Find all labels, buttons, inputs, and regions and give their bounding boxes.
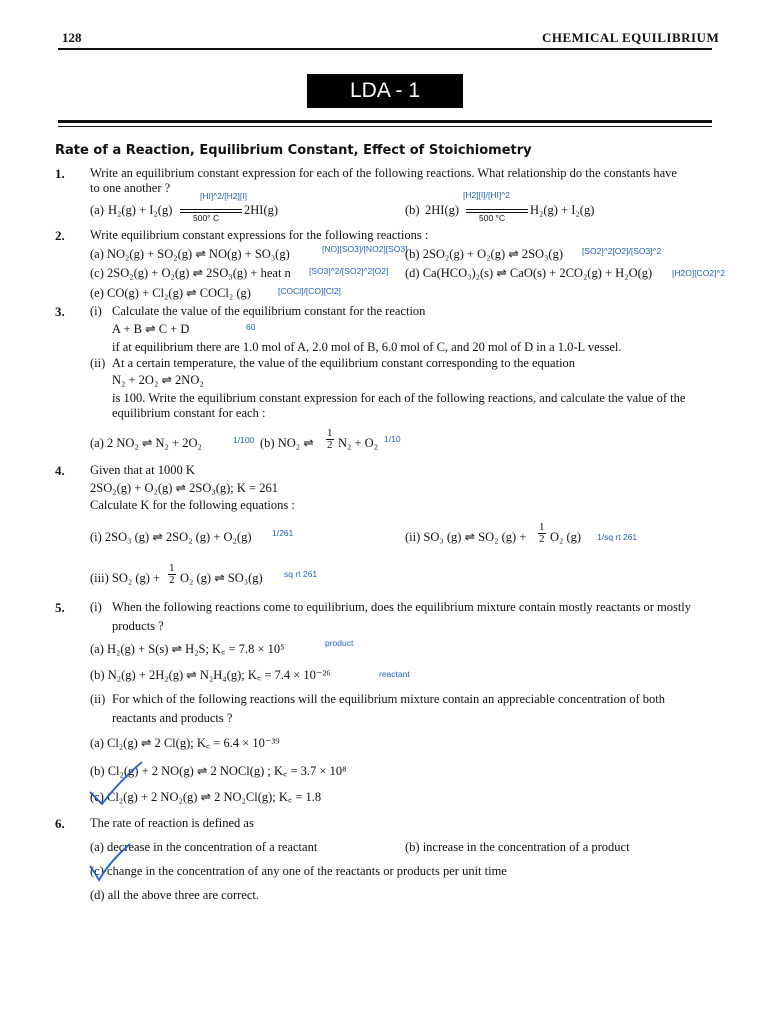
q5iic: (c) Cl₂(g) + 2 NO₂(g) ⇌ 2 NO₂Cl(g); K꜀ = 1.8: [90, 790, 322, 804]
q4iii-annotation: sq rt 261: [284, 569, 318, 579]
q4-text: Given that at 1000 K: [90, 463, 195, 477]
q2a: (a) NO₂(g) + SO₂(g) ⇌ NO(g) + SO₃(g): [90, 247, 290, 261]
q1b-label: (b): [405, 203, 420, 217]
page-number: 128: [62, 30, 82, 45]
q4iii-frac-den: 2: [169, 574, 175, 586]
q5ii-text2: reactants and products ?: [112, 711, 233, 725]
q5ii-text: For which of the following reactions will the equilibrium mixture contain an appreciable concentration of both: [112, 692, 665, 706]
q4ii-right: O₂ (g): [550, 530, 582, 544]
q1a-arrow-forward: [180, 209, 242, 210]
q3ii-equation: N₂ + 2O₂ ⇌ 2NO₂: [112, 373, 204, 387]
q3ii-text: At a certain temperature, the value of the equilibrium constant corresponding to the equation: [112, 356, 576, 370]
q4-text2: Calculate K for the following equations :: [90, 498, 295, 512]
q1a-products: 2HI(g): [244, 203, 279, 217]
q3b-left: (b) NO₂ ⇌: [260, 436, 314, 450]
q4i-annotation: 1/261: [272, 528, 294, 538]
q6b: (b) increase in the concentration of a product: [405, 840, 630, 854]
q1-text-line2: to one another ?: [90, 181, 171, 195]
q3ii-text2: is 100. Write the equilibrium constant expression for each of the following reactions, and calculate the value of the: [112, 391, 686, 405]
q2-number: 2.: [55, 228, 65, 243]
q3b-frac-den: 2: [327, 439, 333, 451]
q4-number: 4.: [55, 463, 65, 478]
q1-text-line1: Write an equilibrium constant expression for each of the following reactions. What relationship do the constants have: [90, 166, 677, 180]
q5i-text: When the following reactions come to equilibrium, does the equilibrium mixture contain mostly reactants or mostly: [112, 600, 692, 614]
q6d: (d) all the above three are correct.: [90, 888, 259, 902]
q5iib: (b) Cl₂(g) + 2 NO(g) ⇌ 2 NOCl(g) ; K꜀ = 3.7 × 10⁸: [90, 764, 347, 778]
q2e: (e) CO(g) + Cl₂(g) ⇌ COCl₂ (g): [90, 286, 251, 300]
q5a-annotation: product: [325, 638, 354, 648]
q3i-equation: A + B ⇌ C + D: [112, 322, 190, 336]
section-rule-bottom: [58, 126, 712, 127]
q6-text: The rate of reaction is defined as: [90, 816, 254, 830]
q2a-annotation: [NO][SO3]/[NO2][SO3]: [322, 244, 408, 254]
q5i-label: (i): [90, 600, 102, 614]
q3a-annotation: 1/100: [233, 435, 255, 445]
q5b-annotation: reactant: [379, 669, 410, 679]
q3b-frac-num: 1: [327, 427, 333, 439]
q5ii-label: (ii): [90, 692, 106, 706]
q1-number: 1.: [55, 166, 65, 181]
q1a-annotation: [HI]^2/[H2][I]: [200, 191, 247, 201]
q5a: (a) H₂(g) + S(s) ⇌ H₂S; K꜀ = 7.8 × 10⁵: [90, 642, 285, 656]
section-rule-top: [58, 120, 712, 123]
q1b-arrow-forward: [466, 209, 528, 210]
q4iii-right: O₂ (g) ⇌ SO₃(g): [180, 571, 263, 585]
q3i-text: Calculate the value of the equilibrium constant for the reaction: [112, 304, 426, 318]
q4ii-fraction: [538, 522, 546, 545]
q1b-products: H₂(g) + I₂(g): [530, 203, 595, 217]
header-rule: [58, 48, 712, 50]
q5iia: (a) Cl₂(g) ⇌ 2 Cl(g); K꜀ = 6.4 × 10⁻³⁹: [90, 736, 280, 750]
q4ii-annotation: 1/sq rt 261: [597, 532, 638, 542]
q2d-annotation: [H2O][CO2]^2: [672, 268, 726, 278]
q3b-right: N₂ + O₂: [338, 436, 379, 450]
q2b-annotation: [SO2]^2[O2]/[SO3]^2: [582, 246, 662, 256]
q6a: (a) decrease in the concentration of a reactant: [90, 840, 318, 854]
q3i-text2: if at equilibrium there are 1.0 mol of A, 2.0 mol of B, 6.0 mol of C, and 20 mol of D in a 1.0-L vessel.: [112, 340, 622, 354]
handwritten-check-mark-icon: [84, 758, 154, 808]
q3ii-text3: equilibrium constant for each :: [112, 406, 266, 420]
q4ii-frac-den: 2: [539, 533, 545, 545]
q5i-text2: products ?: [112, 619, 164, 633]
q4ii-left: (ii) SO₃ (g) ⇌ SO₂ (g) +: [405, 530, 527, 544]
q3a: (a) 2 NO₂ ⇌ N₂ + 2O₂: [90, 436, 202, 450]
q4iii-frac-num: 1: [169, 562, 175, 574]
q3i-annotation: 60: [246, 322, 256, 332]
section-heading: Rate of a Reaction, Equilibrium Constant, Effect of Stoichiometry: [55, 143, 532, 158]
q1a-condition: 500° C: [193, 213, 220, 223]
q3-number: 3.: [55, 304, 65, 319]
q3b-fraction: [326, 428, 334, 451]
q1b-condition: 500 °C: [479, 213, 506, 223]
q4i: (i) 2SO₃ (g) ⇌ 2SO₂ (g) + O₂(g): [90, 530, 252, 544]
q1a-reactants: H₂(g) + I₂(g): [108, 203, 173, 217]
q3i-label: (i): [90, 304, 102, 318]
q2c-annotation: [SO3]^2/[SO2]^2[O2]: [309, 266, 389, 276]
q2c: (c) 2SO₂(g) + O₂(g) ⇌ 2SO₃(g) + heat n: [90, 266, 291, 280]
q3b-annotation: 1/10: [384, 434, 401, 444]
q2b: (b) 2SO₂(g) + O₂(g) ⇌ 2SO₃(g): [405, 247, 564, 261]
q4iii-fraction: [168, 563, 176, 586]
q4ii-frac-num: 1: [539, 521, 545, 533]
q2e-annotation: [COCl]/[CO][Cl2]: [278, 286, 341, 296]
q1b-annotation: [H2][I]/[HI]^2: [463, 190, 510, 200]
q6c: (c) change in the concentration of any one of the reactants or products per unit time: [90, 864, 507, 878]
q5b: (b) N₂(g) + 2H₂(g) ⇌ N₂H₄(g); K꜀ = 7.4 × 10⁻²⁶: [90, 668, 331, 682]
q4iii-left: (iii) SO₂ (g) +: [90, 571, 161, 585]
q6-number: 6.: [55, 816, 65, 831]
chapter-title: CHEMICAL EQUILIBRIUM: [542, 30, 720, 45]
handwritten-check-mark-icon: [86, 840, 136, 884]
q3ii-label: (ii): [90, 356, 106, 370]
q2-text: Write equilibrium constant expressions for the following reactions :: [90, 228, 429, 242]
q4-equation: 2SO₂(g) + O₂(g) ⇌ 2SO₃(g); K = 261: [90, 481, 278, 495]
q5-number: 5.: [55, 600, 65, 615]
q1b-reactants: 2HI(g): [425, 203, 460, 217]
q1a-label: (a): [90, 203, 104, 217]
q2d: (d) Ca(HCO₃)₂(s) ⇌ CaO(s) + 2CO₂(g) + H₂O(g): [405, 266, 653, 280]
lda-title-box: LDA - 1: [307, 74, 463, 108]
